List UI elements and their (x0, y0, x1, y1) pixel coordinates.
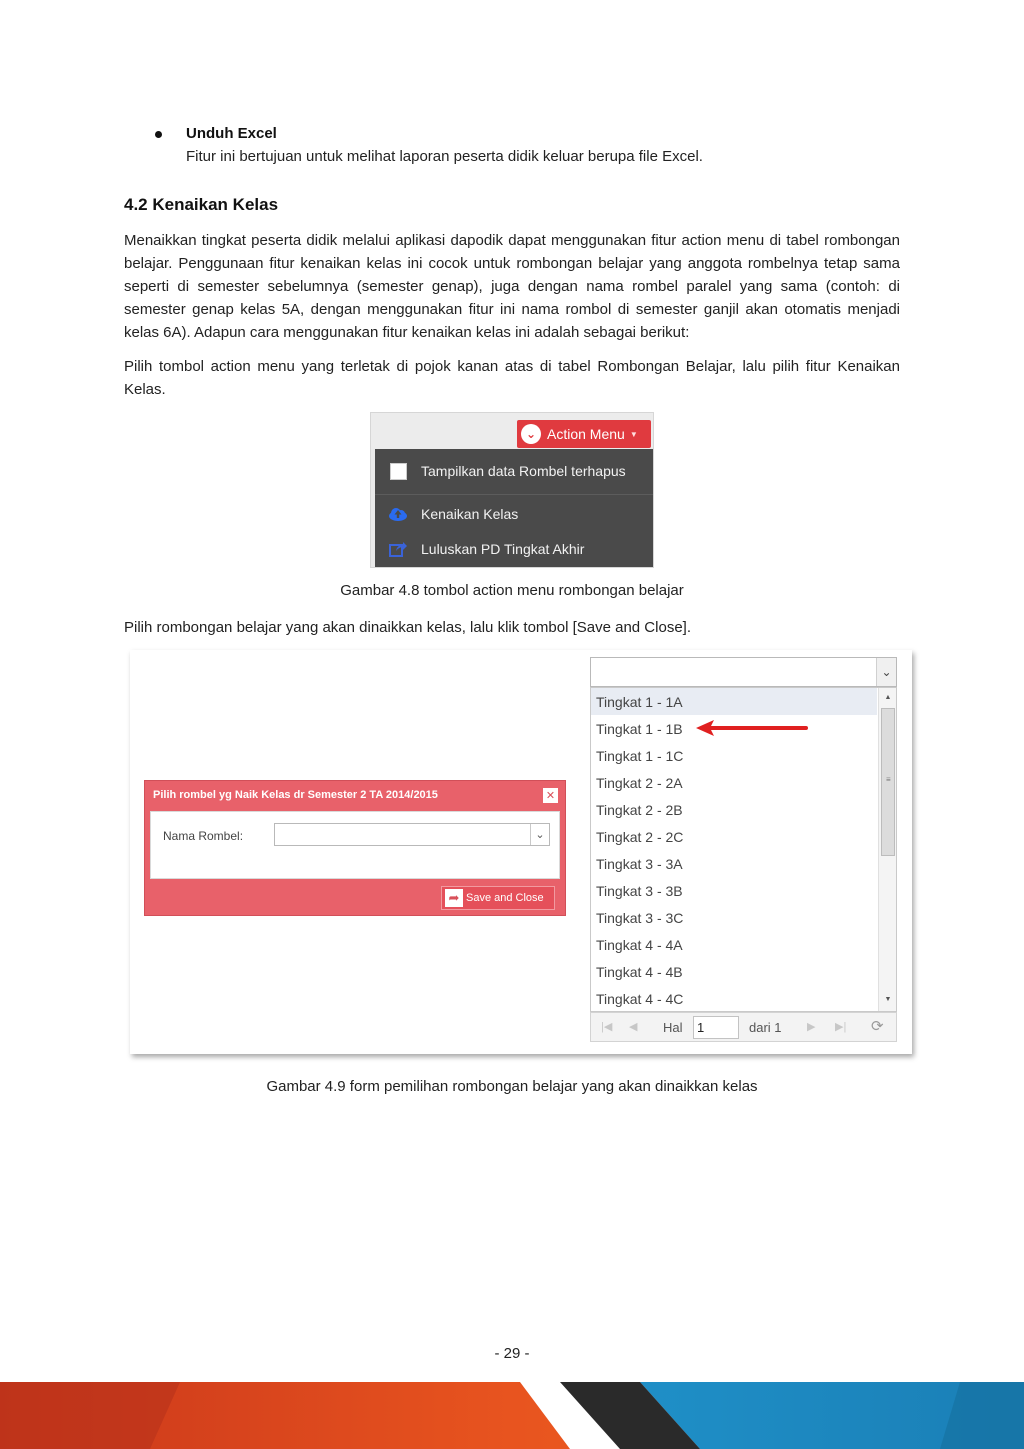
refresh-icon[interactable]: ⟳ (871, 1018, 884, 1035)
figure-rombel-form (130, 650, 912, 1054)
chevron-down-icon[interactable]: ⌄ (876, 658, 896, 686)
cloud-upload-icon (388, 506, 408, 522)
action-menu-button[interactable] (517, 420, 651, 448)
page-label: Hal (663, 1020, 683, 1035)
action-menu-label: Action Menu (547, 426, 625, 442)
pagination-bar (590, 1012, 897, 1042)
checkbox-icon (390, 463, 407, 480)
chevron-down-icon[interactable]: ⌄ (530, 824, 549, 845)
list-item[interactable]: Tingkat 3 - 3A (596, 855, 683, 872)
save-and-close-label: Save and Close (466, 892, 544, 904)
nama-rombel-label: Nama Rombel: (163, 829, 244, 843)
list-item[interactable]: Tingkat 3 - 3C (596, 909, 684, 926)
grip-icon: ≡ (886, 775, 891, 784)
menu-item-label: Kenaikan Kelas (421, 506, 519, 522)
list-item[interactable]: Tingkat 1 - 1A (591, 688, 877, 715)
list-item[interactable]: Tingkat 3 - 3B (596, 882, 683, 899)
dialog-title: Pilih rombel yg Naik Kelas dr Semester 2 TA 2014/2015 (153, 789, 438, 801)
chevron-down-icon: ⌄ (521, 424, 541, 444)
first-page-icon[interactable]: |◀ (601, 1021, 613, 1033)
scroll-up-icon[interactable]: ▲ (884, 693, 892, 701)
menu-item-label: Luluskan PD Tingkat Akhir (421, 541, 585, 557)
scrollbar[interactable] (878, 688, 896, 1011)
save-and-close-button[interactable] (441, 886, 555, 910)
bullet-title: Unduh Excel (186, 125, 277, 142)
list-item[interactable]: Tingkat 2 - 2B (596, 801, 683, 818)
menu-divider (375, 494, 653, 495)
menu-item-show-deleted[interactable] (375, 455, 653, 487)
close-icon[interactable]: ✕ (543, 788, 558, 803)
scrollbar-thumb[interactable] (881, 708, 895, 856)
list-item[interactable]: Tingkat 2 - 2C (596, 828, 684, 845)
rombel-dialog (144, 780, 566, 916)
list-item[interactable]: Tingkat 4 - 4C (596, 990, 684, 1007)
dialog-body (150, 811, 560, 879)
footer-decoration (0, 1382, 1024, 1449)
menu-item-kenaikan-kelas[interactable] (375, 498, 653, 530)
bullet-dot (155, 131, 162, 138)
rombel-combo[interactable] (590, 657, 897, 687)
caret-down-icon: ▼ (629, 429, 638, 439)
figure-caption-1: Gambar 4.8 tombol action menu rombongan belajar (340, 582, 684, 599)
figure-caption-2: Gambar 4.9 form pemilihan rombongan belajar yang akan dinaikkan kelas (266, 1078, 758, 1095)
list-item[interactable]: Tingkat 1 - 1B (596, 720, 683, 737)
next-page-icon[interactable]: ▶ (807, 1021, 816, 1033)
menu-item-label: Tampilkan data Rombel terhapus (421, 463, 626, 479)
nama-rombel-select[interactable] (274, 823, 550, 846)
page-number: - 29 - (494, 1345, 530, 1362)
page-number-input[interactable]: 1 (693, 1016, 739, 1039)
figure-action-menu (370, 412, 654, 568)
menu-item-luluskan[interactable] (375, 533, 653, 565)
prev-page-icon[interactable]: ◀ (629, 1021, 638, 1033)
action-menu-dropdown (375, 449, 653, 568)
last-page-icon[interactable]: ▶| (835, 1021, 847, 1033)
share-icon (389, 541, 407, 557)
red-arrow-icon (694, 718, 810, 738)
share-arrow-icon: ➦ (445, 889, 463, 907)
page-total: dari 1 (749, 1020, 782, 1035)
list-item[interactable]: Tingkat 4 - 4A (596, 936, 683, 953)
scroll-down-icon[interactable]: ▼ (884, 995, 892, 1003)
list-item[interactable]: Tingkat 1 - 1C (596, 747, 684, 764)
list-item[interactable]: Tingkat 4 - 4B (596, 963, 683, 980)
paragraph-intro: Menaikkan tingkat peserta didik melalui aplikasi dapodik dapat menggunakan fitur action menu di tabel rombongan belajar. Penggunaan fitur kenaikan kelas ini cocok untuk rombongan belajar yang anggota rombelnya tetap sama seperti di semester sebelumnya (semester genap), juga dengan nama rombel paralel yang sama (contoh: di semester genap kelas 5A, dengan menggunakan fitur ini nama rombol di semester ganjil akan otomatis menjadi kelas 6A). Adapun cara menggunakan fitur kenaikan kelas ini adalah sebagai berikut: (124, 232, 900, 341)
section-heading: 4.2 Kenaikan Kelas (124, 195, 279, 214)
list-item[interactable]: Tingkat 2 - 2A (596, 774, 683, 791)
paragraph-select-rombel: Pilih rombongan belajar yang akan dinaikkan kelas, lalu klik tombol [Save and Close]. (124, 619, 691, 636)
bullet-description: Fitur ini bertujuan untuk melihat laporan peserta didik keluar berupa file Excel. (186, 148, 703, 165)
paragraph-instruction: Pilih tombol action menu yang terletak di pojok kanan atas di tabel Rombongan Belajar, lalu pilih fitur Kenaikan Kelas. (124, 358, 900, 398)
